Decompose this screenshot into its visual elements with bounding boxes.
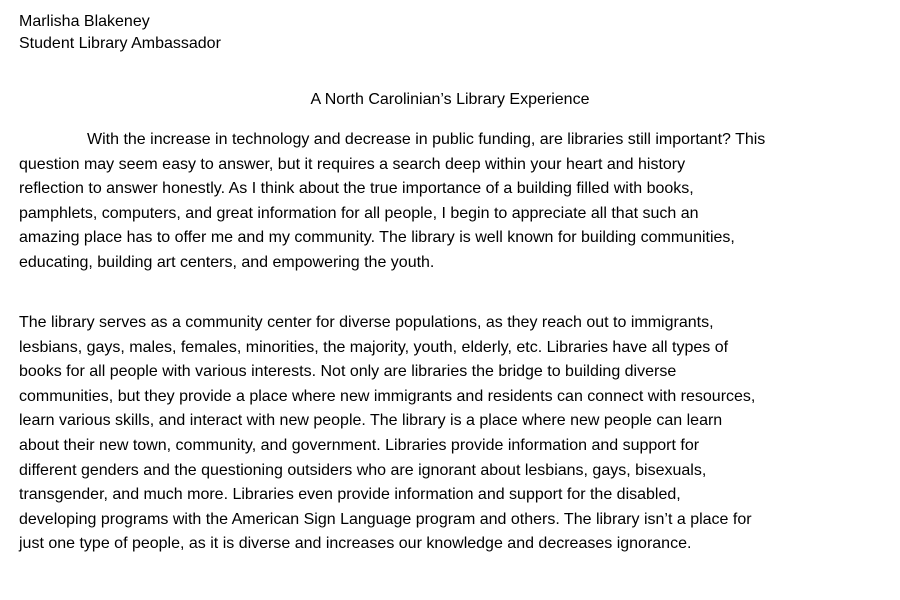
author-role: Student Library Ambassador [19, 35, 221, 52]
paragraph-line: about their new town, community, and government. Libraries provide information and support for [19, 436, 700, 454]
paragraph-1 [19, 128, 894, 276]
paragraph-line: question may seem easy to answer, but it requires a search deep within your heart and history [19, 155, 686, 173]
paragraph-line: amazing place has to offer me and my community. The library is well known for building communities, [19, 229, 735, 247]
paragraph-line: pamphlets, computers, and great information for all people, I begin to appreciate all that such an [19, 204, 699, 222]
paragraph-line: reflection to answer honestly. As I think about the true importance of a building filled with books, [19, 180, 694, 198]
paragraph-2 [19, 311, 894, 557]
paragraph-line: books for all people with various interests. Not only are libraries the bridge to building diverse [19, 363, 677, 381]
paragraph-line: just one type of people, as it is diverse and increases our knowledge and decreases ignorance. [19, 535, 692, 553]
paragraph-line: educating, building art centers, and empowering the youth. [19, 253, 435, 271]
document-title: A North Carolinian’s Library Experience [310, 91, 590, 108]
paragraph-line: With the increase in technology and decrease in public funding, are libraries still important? This [87, 131, 766, 148]
paragraph-line: The library serves as a community center for diverse populations, as they reach out to immigrants, [19, 314, 714, 331]
paragraph-line: learn various skills, and interact with new people. The library is a place where new people can learn [19, 412, 723, 430]
paragraph-line: different genders and the questioning outsiders who are ignorant about lesbians, gays, bisexuals, [19, 461, 707, 479]
paragraph-line: transgender, and much more. Libraries even provide information and support for the disabled, [19, 486, 681, 504]
author-block [19, 11, 221, 55]
author-name: Marlisha Blakeney [19, 13, 150, 30]
paragraph-line: developing programs with the American Sign Language program and others. The library isn’t a place for [19, 510, 752, 528]
paragraph-line: communities, but they provide a place where new immigrants and residents can connect with resources, [19, 387, 756, 405]
paragraph-line: lesbians, gays, males, females, minorities, the majority, youth, elderly, etc. Libraries have all types of [19, 338, 729, 356]
